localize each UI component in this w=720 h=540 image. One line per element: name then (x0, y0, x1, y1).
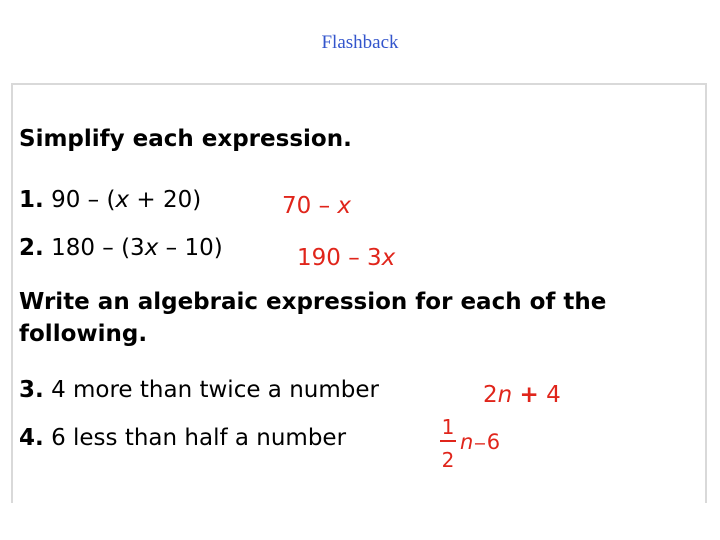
answer-4-denominator: 2 (441, 448, 455, 472)
problem-2 (19, 233, 223, 263)
problem-1-variable: x (115, 187, 130, 213)
answer-4-const: 6 (486, 430, 501, 454)
answer-4-numerator: 1 (441, 415, 455, 439)
answer-4-expression (460, 427, 500, 459)
problem-3 (19, 375, 379, 405)
answer-3-operator: + (519, 382, 539, 408)
problem-1 (19, 185, 201, 215)
answer-3-coef: 2 (483, 382, 498, 408)
answer-2-variable: x (381, 245, 396, 271)
answer-1-pre: 70 – (282, 193, 338, 219)
problem-4 (19, 423, 346, 453)
problem-2-text-post: – 10) (158, 235, 223, 261)
section-heading-simplify: Simplify each expression. (19, 126, 352, 152)
answer-3 (483, 380, 561, 410)
problem-3-text: 4 more than twice a number (51, 377, 379, 403)
answer-1 (282, 191, 351, 221)
answer-2-pre: 190 – 3 (297, 245, 382, 271)
problem-4-number: 4. (19, 425, 44, 451)
answer-3-const: 4 (546, 382, 561, 408)
problem-2-text-pre: 180 – (3 (51, 235, 145, 261)
answer-3-variable: n (497, 382, 513, 408)
problem-1-number: 1. (19, 187, 44, 213)
problem-1-text-pre: 90 – ( (51, 187, 116, 213)
problem-2-variable: x (144, 235, 159, 261)
problem-3-number: 3. (19, 377, 44, 403)
problem-4-text: 6 less than half a number (51, 425, 347, 451)
slide-title: Flashback (321, 32, 399, 53)
section-heading-write: Write an algebraic expression for each of the following. (19, 289, 607, 347)
answer-4-variable: n (460, 430, 474, 454)
problem-1-text-post: + 20) (129, 187, 202, 213)
answer-4-operator: − (473, 434, 487, 453)
answer-1-variable: x (337, 193, 352, 219)
problem-2-number: 2. (19, 235, 44, 261)
answer-4-fraction-bar (440, 440, 456, 442)
answer-2 (297, 243, 395, 273)
